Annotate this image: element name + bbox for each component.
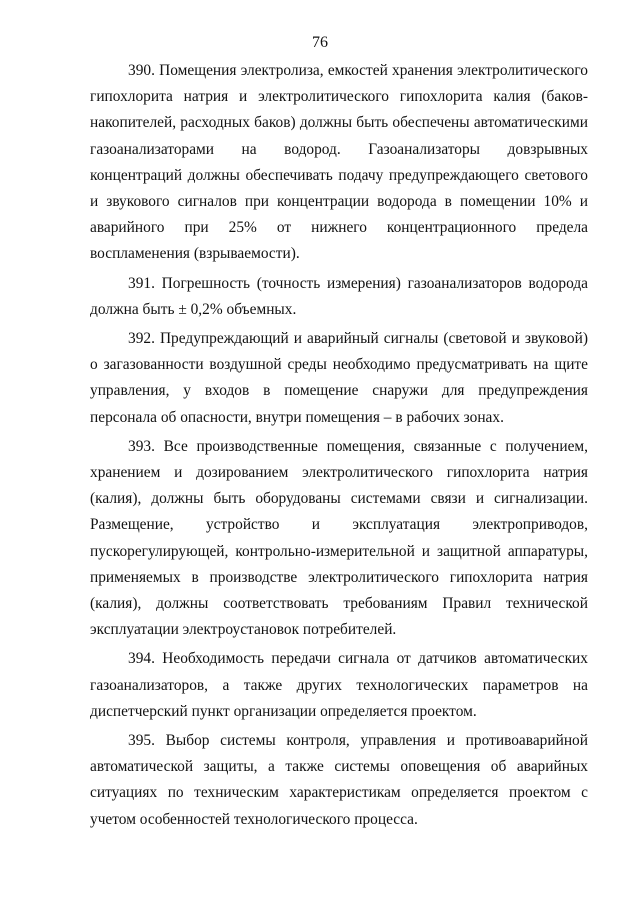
document-body	[90, 58, 588, 836]
paragraph-390: 390. Помещения электролиза, емкостей хранения электролитического гипохлорита натрия и электролитического гипохлорита калия (баков-накопителей, расходных баков) должны быть обеспечены автоматическими газоанализаторами на водород. Газоанализаторы довзрывных концентраций должны обеспечивать подачу предупреждающего светового и звукового сигналов при концентрации водорода в помещении 10% и аварийного при 25% от нижнего концентрационного предела воспламенения (взрываемости).	[90, 62, 588, 263]
paragraph-391: 391. Погрешность (точность измерения) газоанализаторов водорода должна быть ± 0,2% объемных.	[90, 274, 588, 318]
paragraph-393: 393. Все производственные помещения, связанные с получением, хранением и дозированием электролитического гипохлорита натрия (калия), должны быть оборудованы системами связи и сигнализации. Размещение, устройство и эксплуатация электроприводов, пускорегулирующей, контрольно-измерительной и защитной аппаратуры, применяемых в производстве электролитического гипохлорита натрия (калия), должны соответствовать требованиям Правил технической эксплуатации электроустановок потребителей.	[90, 437, 588, 639]
page-number: 76	[312, 34, 328, 51]
paragraph-394: 394. Необходимость передачи сигнала от датчиков автоматических газоанализаторов, а также других технологических параметров на диспетчерский пункт организации определяется проектом.	[90, 650, 588, 720]
paragraph-395: 395. Выбор системы контроля, управления и противоаварийной автоматической защиты, а также системы оповещения об аварийных ситуациях по техническим характеристикам определяется проектом с учетом особенностей технологического процесса.	[90, 732, 588, 828]
paragraph-392: 392. Предупреждающий и аварийный сигналы (световой и звуковой) о загазованности воздушной среды необходимо предусматривать на щите управления, у входов в помещение снаружи для предупреждения персонала об опасности, внутри помещения – в рабочих зонах.	[90, 330, 588, 426]
